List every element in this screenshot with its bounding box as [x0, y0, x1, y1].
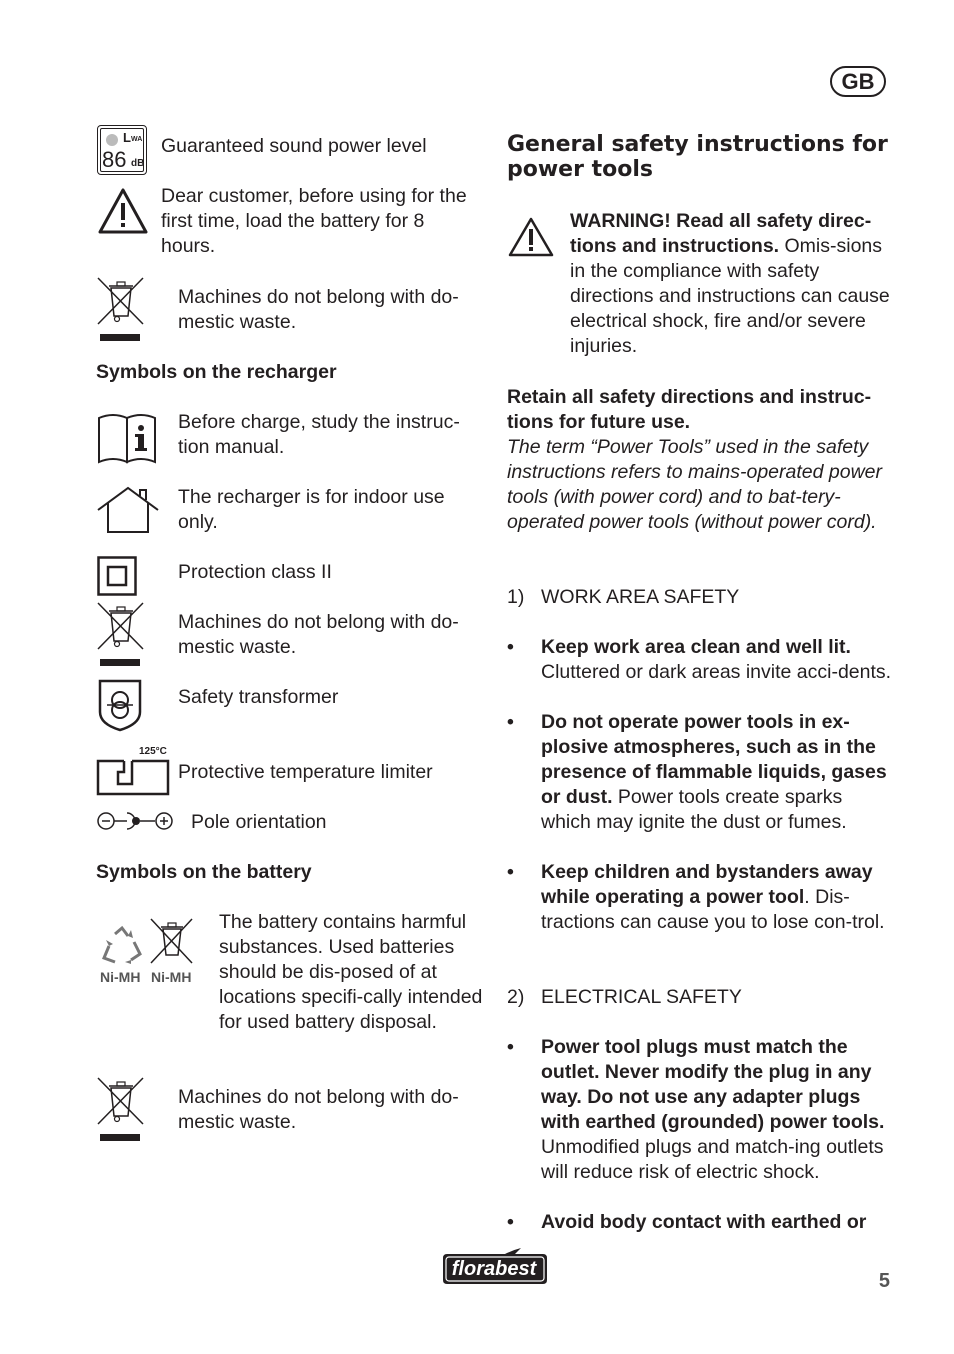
- protection-class-icon: [97, 556, 137, 596]
- warning-rest: Omis-sions in the compliance with safety directions and instructions can cause electrical shock, fire and/or severe injuries.: [570, 235, 890, 357]
- bullet-2: •: [507, 711, 514, 733]
- transformer-text: Safety transformer: [178, 686, 339, 708]
- warning-paragraph: [570, 209, 892, 359]
- warning-icon: [97, 187, 149, 235]
- nimh-label-2: Ni-MH: [151, 969, 192, 985]
- brand-name: florabest: [451, 1258, 537, 1280]
- page-number: 5: [878, 1270, 890, 1292]
- indoor-text: The recharger is for indoor use only.: [178, 486, 445, 533]
- section-heading: General safety instructions for power tools: [507, 132, 888, 182]
- section1-title: WORK AREA SAFETY: [541, 586, 740, 608]
- manual-icon: [97, 412, 159, 464]
- bullet-text-3: Keep children and bystanders away while operating a power tool. Dis-tractions can cause you to lose con-trol.: [541, 861, 885, 933]
- temp-text: Protective temperature limiter: [178, 761, 433, 783]
- warning-bold: WARNING! Read all safety direc-tions and instructions.: [570, 210, 872, 257]
- temperature-limiter-icon: [96, 758, 170, 798]
- warning-text: Dear customer, before using for the first time, load the battery for 8 hours.: [161, 185, 467, 257]
- bullet-1: •: [507, 636, 514, 658]
- sound-value: 86: [102, 147, 127, 172]
- section2-title: ELECTRICAL SAFETY: [541, 986, 742, 1008]
- bullet-5: •: [507, 1211, 514, 1233]
- sound-sub: WA: [131, 136, 143, 143]
- manual-text: Before charge, study the instruc-tion manual.: [178, 411, 460, 458]
- bullet-text-4: Power tool plugs must match the outlet. Never modify the plug in any way. Do not use any adapter plugs with earthed (grounded) power tools. Unmodified plugs and match-ing outlets will reduce risk of electric shock.: [541, 1036, 885, 1183]
- crossed-bin-icon: [96, 276, 146, 344]
- pole-text: Pole orientation: [191, 811, 327, 833]
- sound-power-icon: [97, 125, 147, 175]
- recycle-icon: [101, 926, 143, 966]
- recharger-heading: Symbols on the recharger: [96, 361, 337, 383]
- warning-icon: [507, 216, 555, 258]
- retain-bold: Retain all safety directions and instruc-tions for future use.: [507, 386, 872, 433]
- bullet-text-2: Do not operate power tools in ex-plosive atmospheres, such as in the presence of flammable liquids, gases or dust. Power tools create sparks which may ignite the dust or fumes.: [541, 711, 887, 833]
- temp-label: 125°C: [139, 746, 167, 757]
- battery-text: The battery contains harmful substances. Used batteries should be dis-posed of at locations specifi-cally intended for used battery disposal.: [219, 911, 483, 1033]
- section2-num: 2): [507, 986, 525, 1008]
- bullet-text-5: Avoid body contact with earthed or: [541, 1211, 867, 1233]
- nimh-label-1: Ni-MH: [100, 969, 141, 985]
- crossed-bin-icon: [96, 601, 146, 669]
- safety-transformer-icon: [97, 678, 143, 732]
- house-icon: [96, 486, 160, 534]
- waste-text-1: Machines do not belong with do-mestic waste.: [178, 286, 459, 333]
- sound-text: Guaranteed sound power level: [161, 135, 427, 157]
- sound-label: L: [123, 130, 131, 145]
- protection-text: Protection class II: [178, 561, 332, 583]
- crossed-bin-icon: [149, 917, 195, 967]
- retain-italic: The term “Power Tools” used in the safety instructions refers to mains-operated power tools (with power cord) and to bat-tery-operated power tools (without power cord).: [507, 436, 883, 533]
- sound-unit: dB: [131, 158, 145, 169]
- brand-logo: [439, 1248, 549, 1286]
- crossed-bin-icon: [96, 1076, 146, 1144]
- waste-text-3: Machines do not belong with do-mestic waste.: [178, 1086, 459, 1133]
- section1-num: 1): [507, 586, 525, 608]
- bullet-4: •: [507, 1036, 514, 1058]
- bullet-text-1: Keep work area clean and well lit. Cluttered or dark areas invite acci-dents.: [541, 636, 892, 683]
- pole-orientation-icon: [96, 810, 176, 832]
- waste-text-2: Machines do not belong with do-mestic waste.: [178, 611, 459, 658]
- bullet-3: •: [507, 861, 514, 883]
- battery-heading: Symbols on the battery: [96, 861, 312, 883]
- country-badge: GB: [830, 66, 886, 97]
